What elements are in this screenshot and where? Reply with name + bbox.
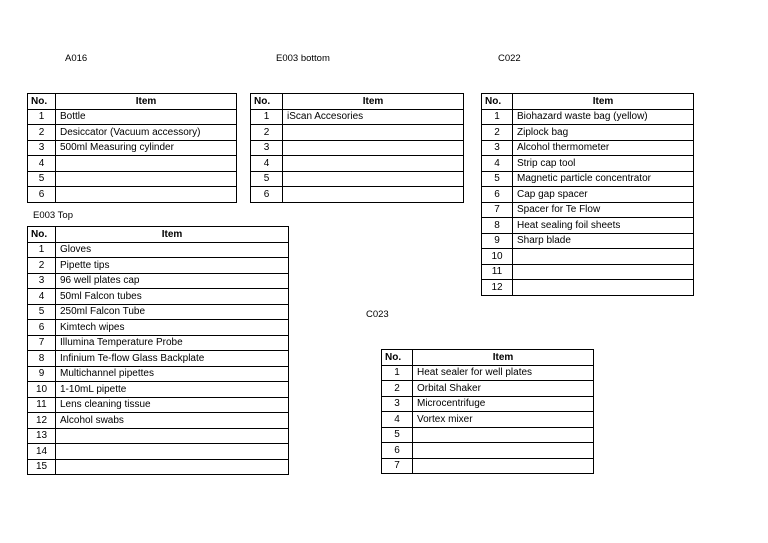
row-item — [56, 459, 289, 475]
row-item: 1-10mL pipette — [56, 382, 289, 398]
table-row — [482, 125, 694, 141]
row-number: 9 — [482, 233, 513, 249]
row-number: 10 — [482, 249, 513, 265]
row-number: 5 — [28, 304, 56, 320]
inventory-table-e003-bottom — [250, 93, 464, 203]
row-number: 3 — [28, 273, 56, 289]
table-row — [482, 156, 694, 172]
row-item: 96 well plates cap — [56, 273, 289, 289]
row-number: 10 — [28, 382, 56, 398]
table-row — [28, 258, 289, 274]
section-label-e003-top: E003 Top — [33, 210, 73, 221]
table-header-row — [382, 350, 594, 366]
row-number: 5 — [482, 171, 513, 187]
row-item — [413, 443, 594, 459]
table-header-row — [482, 94, 694, 110]
row-item — [283, 125, 464, 141]
row-number: 15 — [28, 459, 56, 475]
row-item: Magnetic particle concentrator — [513, 171, 694, 187]
row-number: 9 — [28, 366, 56, 382]
table-row — [28, 242, 289, 258]
row-number: 2 — [482, 125, 513, 141]
row-number: 6 — [28, 187, 56, 203]
row-item — [283, 140, 464, 156]
row-item: Strip cap tool — [513, 156, 694, 172]
table-row — [28, 335, 289, 351]
row-number: 14 — [28, 444, 56, 460]
row-item: Alcohol swabs — [56, 413, 289, 429]
table-row — [482, 280, 694, 296]
table-row — [482, 171, 694, 187]
row-number: 12 — [482, 280, 513, 296]
row-item: Ziplock bag — [513, 125, 694, 141]
table-row — [251, 187, 464, 203]
row-number: 1 — [28, 242, 56, 258]
row-item: Kimtech wipes — [56, 320, 289, 336]
column-header-no: No. — [28, 94, 56, 110]
inventory-table-e003-top — [27, 226, 289, 475]
table-row — [251, 125, 464, 141]
table-row — [251, 109, 464, 125]
row-item: Multichannel pipettes — [56, 366, 289, 382]
row-item: Spacer for Te Flow — [513, 202, 694, 218]
table-row — [28, 320, 289, 336]
row-number: 8 — [28, 351, 56, 367]
row-item: Microcentrifuge — [413, 396, 594, 412]
row-number: 11 — [28, 397, 56, 413]
row-item — [56, 171, 237, 187]
column-header-no: No. — [382, 350, 413, 366]
row-number: 6 — [28, 320, 56, 336]
row-item: Pipette tips — [56, 258, 289, 274]
table-row — [28, 289, 289, 305]
row-number: 3 — [251, 140, 283, 156]
row-number: 5 — [382, 427, 413, 443]
row-number: 5 — [28, 171, 56, 187]
row-item: Heat sealer for well plates — [413, 365, 594, 381]
table-row — [28, 187, 237, 203]
column-header-item: Item — [413, 350, 594, 366]
table-row — [251, 156, 464, 172]
row-number: 6 — [382, 443, 413, 459]
row-number: 4 — [382, 412, 413, 428]
table-row — [251, 140, 464, 156]
row-item — [513, 280, 694, 296]
column-header-item: Item — [283, 94, 464, 110]
row-item: Sharp blade — [513, 233, 694, 249]
row-item — [56, 187, 237, 203]
table-row — [482, 140, 694, 156]
table-row — [28, 397, 289, 413]
row-number: 7 — [482, 202, 513, 218]
column-header-item: Item — [513, 94, 694, 110]
row-number: 13 — [28, 428, 56, 444]
row-item: Heat sealing foil sheets — [513, 218, 694, 234]
row-item: Alcohol thermometer — [513, 140, 694, 156]
row-item — [413, 458, 594, 474]
row-item — [283, 171, 464, 187]
table-row — [28, 459, 289, 475]
inventory-table-c022 — [481, 93, 694, 296]
row-number: 3 — [28, 140, 56, 156]
row-number: 3 — [382, 396, 413, 412]
row-item — [283, 156, 464, 172]
table-row — [482, 187, 694, 203]
table-row — [482, 202, 694, 218]
table-row — [382, 427, 594, 443]
table-header-row — [28, 227, 289, 243]
section-label-c023: C023 — [366, 309, 389, 320]
row-item: Vortex mixer — [413, 412, 594, 428]
table-row — [28, 171, 237, 187]
table-row — [28, 125, 237, 141]
row-item: Lens cleaning tissue — [56, 397, 289, 413]
row-number: 11 — [482, 264, 513, 280]
row-number: 4 — [28, 289, 56, 305]
table-row — [482, 249, 694, 265]
table-header-row — [28, 94, 237, 110]
row-item — [283, 187, 464, 203]
row-number: 5 — [251, 171, 283, 187]
table-row — [28, 428, 289, 444]
table-row — [28, 351, 289, 367]
row-number: 3 — [482, 140, 513, 156]
table-row — [482, 109, 694, 125]
row-item: Biohazard waste bag (yellow) — [513, 109, 694, 125]
row-number: 2 — [28, 125, 56, 141]
inventory-table-a016 — [27, 93, 237, 203]
row-item: Infinium Te-flow Glass Backplate — [56, 351, 289, 367]
row-number: 2 — [28, 258, 56, 274]
table-row — [382, 458, 594, 474]
row-number: 8 — [482, 218, 513, 234]
section-label-a016: A016 — [65, 53, 88, 64]
row-number: 7 — [28, 335, 56, 351]
column-header-item: Item — [56, 227, 289, 243]
column-header-no: No. — [251, 94, 283, 110]
row-number: 1 — [251, 109, 283, 125]
table-row — [482, 264, 694, 280]
row-item: Desiccator (Vacuum accessory) — [56, 125, 237, 141]
table-row — [28, 109, 237, 125]
row-item: Cap gap spacer — [513, 187, 694, 203]
row-item: 500ml Measuring cylinder — [56, 140, 237, 156]
row-number: 12 — [28, 413, 56, 429]
row-item — [56, 156, 237, 172]
row-item: Gloves — [56, 242, 289, 258]
table-row — [28, 140, 237, 156]
row-number: 1 — [482, 109, 513, 125]
row-number: 1 — [382, 365, 413, 381]
table-row — [28, 156, 237, 172]
inventory-table-c023 — [381, 349, 594, 474]
table-row — [28, 413, 289, 429]
table-row — [28, 304, 289, 320]
table-row — [28, 382, 289, 398]
row-item: Illumina Temperature Probe — [56, 335, 289, 351]
row-number: 4 — [28, 156, 56, 172]
table-row — [382, 381, 594, 397]
table-row — [28, 273, 289, 289]
section-label-e003-bottom: E003 bottom — [276, 53, 330, 64]
table-row — [251, 171, 464, 187]
row-item: 250ml Falcon Tube — [56, 304, 289, 320]
column-header-no: No. — [482, 94, 513, 110]
table-row — [28, 366, 289, 382]
table-header-row — [251, 94, 464, 110]
table-row — [382, 365, 594, 381]
column-header-no: No. — [28, 227, 56, 243]
section-label-c022: C022 — [498, 53, 521, 64]
row-number: 2 — [251, 125, 283, 141]
row-item — [513, 264, 694, 280]
row-item: Bottle — [56, 109, 237, 125]
table-row — [382, 443, 594, 459]
row-number: 1 — [28, 109, 56, 125]
row-number: 6 — [482, 187, 513, 203]
row-item: Orbital Shaker — [413, 381, 594, 397]
row-item: iScan Accesories — [283, 109, 464, 125]
row-item: 50ml Falcon tubes — [56, 289, 289, 305]
row-number: 7 — [382, 458, 413, 474]
row-number: 6 — [251, 187, 283, 203]
row-number: 4 — [251, 156, 283, 172]
table-row — [482, 218, 694, 234]
row-item — [56, 444, 289, 460]
row-number: 4 — [482, 156, 513, 172]
table-row — [382, 396, 594, 412]
table-row — [482, 233, 694, 249]
table-row — [28, 444, 289, 460]
row-number: 2 — [382, 381, 413, 397]
row-item — [56, 428, 289, 444]
row-item — [413, 427, 594, 443]
row-item — [513, 249, 694, 265]
column-header-item: Item — [56, 94, 237, 110]
table-row — [382, 412, 594, 428]
